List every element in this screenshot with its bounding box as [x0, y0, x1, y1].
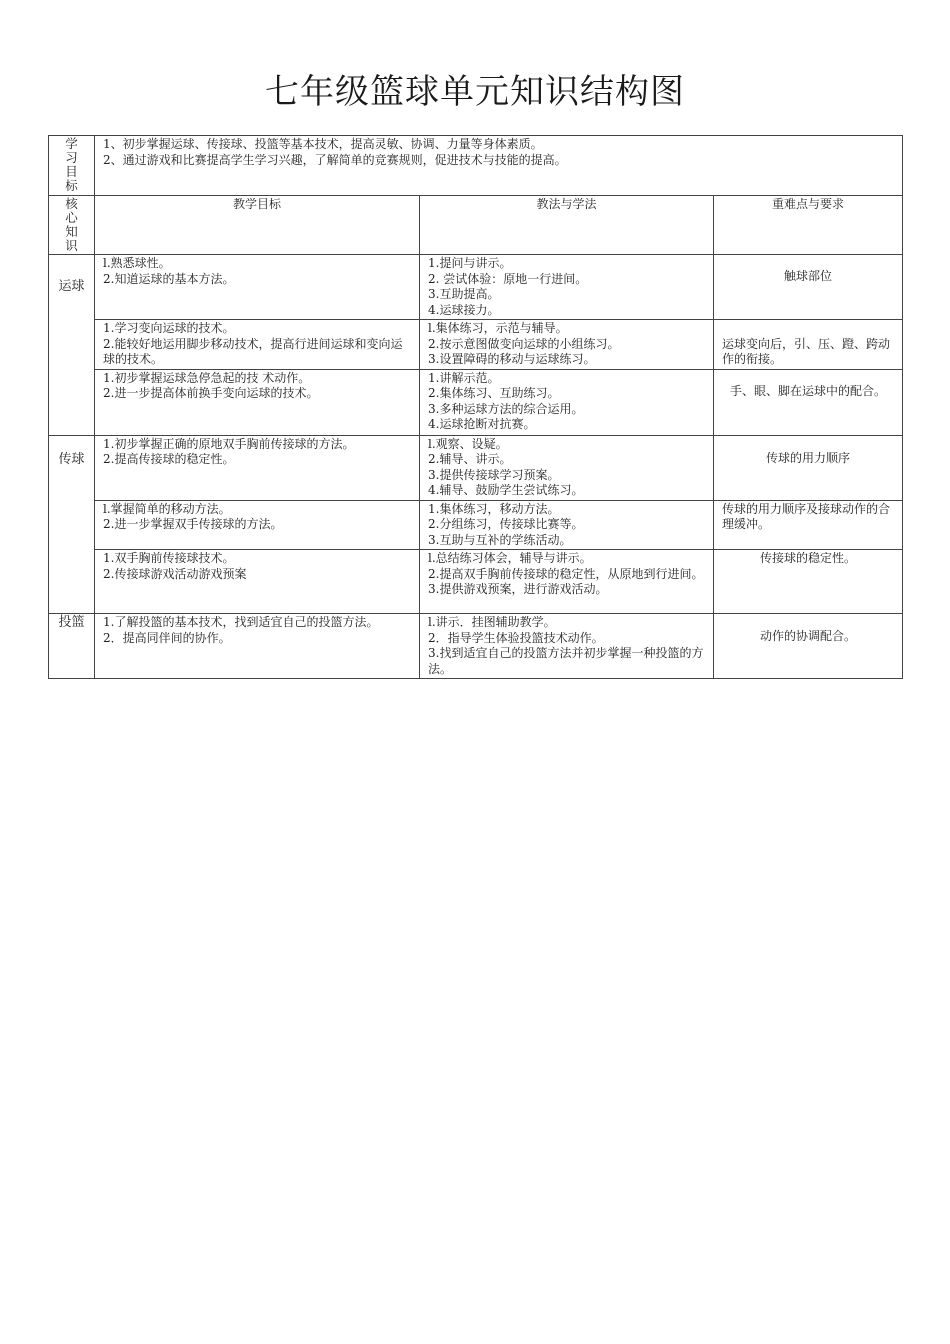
section-label-text: 传球 [58, 451, 85, 467]
method-line: 2.集体练习、互助练习。 [428, 386, 560, 400]
header-method: 教法与学法 [420, 195, 714, 255]
goal-cell [95, 369, 420, 435]
goal-line: 2.进一步提高体前换手变向运球的技术。 [103, 386, 319, 400]
method-line: 2.分组练习，传接球比赛等。 [428, 517, 584, 531]
method-cell [420, 255, 714, 320]
method-line: 3.提供游戏预案，进行游戏活动。 [428, 582, 608, 596]
method-line: 2.辅导、讲示。 [428, 452, 512, 466]
method-cell [420, 614, 714, 679]
table-row [49, 255, 903, 320]
goal-line: 1.双手胸前传接球技术。 [103, 551, 235, 565]
goal-cell [95, 614, 420, 679]
header-row [49, 195, 903, 255]
method-cell [420, 550, 714, 614]
method-line: 2.按示意图做变向运球的小组练习。 [428, 336, 620, 351]
goal-line: l.熟悉球性。 [103, 256, 171, 270]
core-knowledge-label [49, 195, 95, 255]
objectives-label [49, 136, 95, 196]
method-cell [420, 435, 714, 500]
method-line: 1.提问与讲示。 [428, 256, 512, 270]
method-line: 1.讲解示范。 [428, 370, 500, 385]
goal-cell [95, 500, 420, 550]
goal-line: 1.学习变向运球的技术。 [103, 321, 235, 335]
method-line: l.讲示．挂图辅助教学。 [428, 615, 556, 629]
method-line: 2．指导学生体验投篮技术动作。 [428, 630, 604, 645]
method-line: 1.集体练习，移动方法。 [428, 501, 560, 516]
method-line: l.观察、设疑。 [428, 436, 508, 451]
key-cell: 传球的用力顺序及接球动作的合理缓冲。 [714, 500, 903, 550]
method-line: 4.运球抢断对抗赛。 [428, 417, 536, 431]
goal-line: 2．提高同伴间的协作。 [103, 630, 231, 645]
method-line: 2.提高双手胸前传接球的稳定性，从原地到行进间。 [428, 566, 704, 581]
table-row [49, 369, 903, 435]
section-label-dribble [49, 255, 95, 436]
method-line: 3.设置障碍的移动与运球练习。 [428, 352, 596, 366]
method-line: l.集体练习，示范与辅导。 [428, 321, 568, 335]
section-label-shoot [49, 614, 95, 679]
method-cell [420, 320, 714, 370]
goal-cell [95, 550, 420, 614]
method-line: l.总结练习体会，辅导与讲示。 [428, 551, 592, 565]
goal-line: l.掌握简单的移动方法。 [103, 501, 231, 516]
key-cell: 动作的协调配合。 [714, 614, 903, 679]
goal-cell [95, 435, 420, 500]
method-line: 3.多种运球方法的综合运用。 [428, 401, 584, 416]
table-row [49, 500, 903, 550]
header-goal: 教学目标 [95, 195, 420, 255]
section-label-text: 投篮 [58, 615, 85, 630]
goal-cell [95, 255, 420, 320]
goal-line: 2.知道运球的基本方法。 [103, 271, 235, 286]
core-knowledge-label-text: 核心知识 [65, 195, 78, 253]
method-line: 3.找到适宜自己的投篮方法并初步掌握一种投篮的方法。 [428, 646, 704, 676]
key-cell: 传球的用力顺序 [714, 435, 903, 500]
method-line: 3.提供传接球学习预案。 [428, 467, 560, 482]
goal-line: 2.提高传接球的稳定性。 [103, 452, 235, 466]
goal-cell [95, 320, 420, 370]
method-line: 3.互助提高。 [428, 287, 500, 301]
objectives-row [49, 136, 903, 196]
method-line: 3.互助与互补的学练活动。 [428, 532, 572, 547]
goal-line: 1.了解投篮的基本技术，找到适宜自己的投篮方法。 [103, 615, 379, 629]
goal-line: 1.初步掌握运球急停急起的技 术动作。 [103, 370, 311, 385]
section-label-text: 运球 [58, 279, 85, 294]
objective-line: 1、初步掌握运球、传接球、投篮等基本技术，提高灵敏、协调、力量等身体素质。 [103, 137, 543, 151]
key-cell: 传接球的稳定性。 [714, 550, 903, 614]
goal-line: 2.传接球游戏活动游戏预案 [103, 566, 247, 581]
method-line: 2. 尝试体验：原地一行进间。 [428, 271, 588, 286]
page-title: 七年级篮球单元知识结构图 [265, 72, 685, 112]
table-row [49, 550, 903, 614]
key-cell: 运球变向后，引、压、蹬、跨动作的衔接。 [714, 320, 903, 370]
table-row [49, 435, 903, 500]
method-cell [420, 369, 714, 435]
goal-line: 1.初步掌握正确的原地双手胸前传接球的方法。 [103, 436, 355, 451]
objectives-label-text: 学习目标 [65, 136, 78, 193]
method-line: 4.运球接力。 [428, 302, 500, 317]
key-cell: 触球部位 [714, 255, 903, 320]
goal-line: 2.进一步掌握双手传接球的方法。 [103, 517, 283, 531]
key-cell: 手、眼、脚在运球中的配合。 [714, 369, 903, 435]
knowledge-structure-table [48, 135, 903, 679]
method-cell [420, 500, 714, 550]
section-label-pass [49, 435, 95, 614]
table-row [49, 320, 903, 370]
objectives-content [95, 136, 903, 196]
goal-line: 2.能较好地运用脚步移动技术，提高行进间运球和变向运球的技术。 [103, 336, 403, 366]
objective-line: 2、通过游戏和比赛提高学生学习兴趣，了解简单的竞赛规则，促进技术与技能的提高。 [103, 152, 567, 167]
method-line: 4.辅导、鼓励学生尝试练习。 [428, 483, 584, 497]
table-row [49, 614, 903, 679]
header-key: 重难点与要求 [714, 195, 903, 255]
